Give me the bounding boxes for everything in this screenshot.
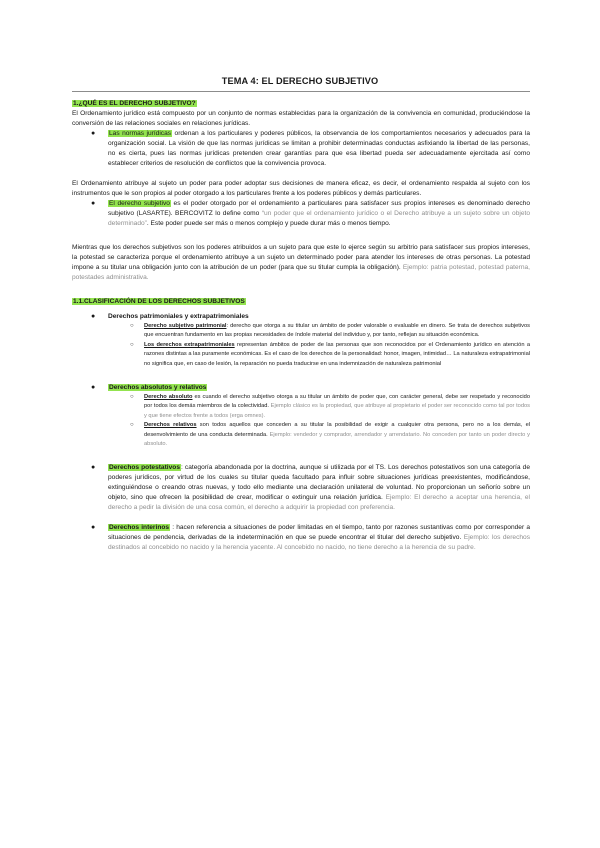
subitem-body: son todos aquellos que conceden a su titular la posibilidad de exigir a cualquier otra persona, pero no a los demás, el desenvolvimiento de una conducta determinada. xyxy=(144,422,530,438)
example-text: Ejemplo: vendedor y comprador, arrendador y arrendatario. No conceden por tanto un poder directo y absoluto. xyxy=(144,431,530,448)
subitem xyxy=(72,421,530,449)
bullet-icon: ● xyxy=(91,130,96,137)
underlined-term: Derecho absoluto xyxy=(144,394,193,401)
bullet-icon: ● xyxy=(91,313,96,320)
subitem-text xyxy=(144,421,530,449)
class-text xyxy=(108,523,530,553)
paragraph-1: El Ordenamiento jurídico está compuesto por un conjunto de normas establecidas para la organización de la convivencia en comunidad, produciéndose la conversión de las relaciones sociales en relaciones jurídicas. xyxy=(72,110,530,127)
example-text: Ejemplo: patria potestad, potestad paterna, potestades administrativa. xyxy=(72,264,530,281)
paragraph-3 xyxy=(72,243,530,283)
subitem-body: : derecho que otorga a su titular un ámbito de poder valorable o evaluable en dinero. Se trata de derechos subjetivos que encuentran fundamento en las propias necesidades de índole material del individuo y, por tanto, reflejan su situación económica. xyxy=(144,323,530,339)
quote-text: “un poder que el ordenamiento jurídico o el Derecho atribuye a un sujeto sobre un objeto determinado” xyxy=(108,210,531,227)
bullet-text xyxy=(108,129,530,169)
circle-bullet-icon: ○ xyxy=(130,323,134,329)
document-body xyxy=(72,99,530,553)
example-text: Ejemplo: El derecho a aceptar una herencia, el derecho a pedir la división de una cosa común, el derecho a adquirir la propiedad con preferencia. xyxy=(108,494,530,512)
bullet-end: . Este poder puede ser más o menos complejo y puede durar más o menos tiempo. xyxy=(146,220,391,227)
class-item-interinos xyxy=(72,523,530,553)
class-item-absolutos xyxy=(72,383,530,393)
section-heading-1 xyxy=(72,99,530,109)
bullet-body: ordenan a los particulares y poderes públicos, la observancia de los comportamientos necesarios y adecuados para la organización social. La visión de que las normas jurídicas se limitan a prohibir determinadas conductas asfixiando la libertad de las personas, no es cierta, pues las normas jurídicas pretenden crear garantías para que esa libertad pueda ser adecuadamente ejercitada así como establecer criterios de resolución de conflictos que la convivencia provoca. xyxy=(108,130,530,167)
subitem-text xyxy=(144,322,530,341)
example-text: Ejemplo clásico es la propiedad, que atribuye al propietario el poder ser reconocido como tal por todos y que tiene efectos frente a todos (erga omnes). xyxy=(144,403,530,419)
subitem-text xyxy=(144,341,530,369)
highlighted-term: Derechos interinos xyxy=(109,524,170,532)
class-text xyxy=(108,463,530,513)
paragraph-3-main: Mientras que los derechos subjetivos son los poderes atribuidos a un sujeto para que este lo ejerce según su arbitrio para satisfacer sus propios intereses, la potestad se caracteriza porque el ordenamiento atribuye a un sujeto un determinado poder para atender los intereses de otras personas. La potestad impone a su titular una obligación junto con la atribución de un poder (para que su titular cumpla la obligación). xyxy=(72,244,530,271)
document-title: TEMA 4: EL DERECHO SUBJETIVO xyxy=(221,76,379,86)
paragraph-2: El Ordenamiento atribuye al sujeto un poder para poder adoptar sus decisiones de manera eficaz, es decir, el ordenamiento respalda al sujeto con los instrumentos que le son propios al poder otorgado a los particulares frente a los poderes públicos y demás particulares. xyxy=(72,180,530,197)
bullet-item xyxy=(72,129,530,169)
subitem-text xyxy=(144,393,530,421)
bullet-icon: ● xyxy=(91,524,96,532)
highlighted-heading: 1.¿QUÉ ES EL DERECHO SUBJETIVO? xyxy=(73,100,196,107)
class-body: : hacen referencia a situaciones de poder limitadas en el tiempo, tanto por razones sustantivas como por corresponder a situaciones de pendencia, derivadas de la indeterminación en que se puede encontrar el titular del derecho subjetivo. xyxy=(108,524,530,542)
highlighted-term: Las normas jurídicas xyxy=(109,130,172,137)
class-item-patrimoniales xyxy=(72,312,530,322)
highlighted-term: Derechos absolutos y relativos xyxy=(109,384,207,392)
bullet-icon: ● xyxy=(91,384,96,392)
class-title: Derechos patrimoniales y extrapatrimoniales xyxy=(108,313,249,320)
underlined-term: Los derechos extrapatrimoniales xyxy=(144,341,235,348)
subitem xyxy=(72,341,530,369)
bullet-icon: ● xyxy=(91,200,96,207)
subitem-body: es cuando el derecho subjetivo otorga a su titular un ámbito de poder que, con carácter general, debe ser respetado y reconocido por todos los demás miembros de la colectividad. xyxy=(144,394,530,410)
bullet-text xyxy=(108,199,530,229)
title-divider xyxy=(72,91,530,92)
class-item-potestativos xyxy=(72,463,530,513)
highlighted-term: Derechos potestativos xyxy=(109,464,180,472)
example-text: Ejemplo: los derechos destinados al concebido no nacido y la herencia yacente. Al concebido no nacido, no tiene derecho a la herencia de su padre. xyxy=(108,534,530,552)
highlighted-term: El derecho subjetivo xyxy=(109,200,170,207)
circle-bullet-icon: ○ xyxy=(130,394,134,401)
circle-bullet-icon: ○ xyxy=(130,341,134,348)
subitem-body: representan ámbitos de poder de las personas que son reconocidos por el Ordenamiento jurídico en atención a razones distintas a las puramente económicas. Es el caso de los derechos de la personalidad: honor, imagen, intimidad… La naturaleza extrapatrimonial no significa que, en caso de lesión, la reparación no pueda traducirse en una indemnización de naturaleza patrimonial xyxy=(144,341,530,367)
underlined-term: Derechos relativos xyxy=(144,422,197,429)
bullet-body: es el poder otorgado por el ordenamiento a particulares para satisfacer sus propios intereses es denominado derecho subjetivo (LASARTE). BERCOVITZ lo define como xyxy=(108,200,530,217)
class-title xyxy=(108,383,530,393)
subitem xyxy=(72,322,530,341)
section-heading-2 xyxy=(72,297,530,307)
underlined-term: Derecho subjetivo patrimonial xyxy=(144,323,227,329)
bullet-item xyxy=(72,199,530,229)
circle-bullet-icon: ○ xyxy=(130,422,134,429)
highlighted-heading: 1.1.CLASIFICACIÓN DE LOS DERECHOS SUBJETIVOS xyxy=(73,298,245,305)
bullet-icon: ● xyxy=(91,464,96,472)
class-body: : categoría abandonada por la doctrina, aunque si utilizada por el TS. Los derechos potestativos son una categoría de poderes jurídicos, por virtud de los cuales su titular queda facultado para influir sobre situaciones jurídicas preexistentes, modificándose, extinguiéndose o creando otras nuevas, y todo ello mediante una declaración unilateral de voluntad. No proporcionan un señorío sobre un objeto, sino que ofrecen la posibilidad de crear, modificar o extinguir una relación jurídica. xyxy=(108,464,530,502)
subitem xyxy=(72,393,530,421)
